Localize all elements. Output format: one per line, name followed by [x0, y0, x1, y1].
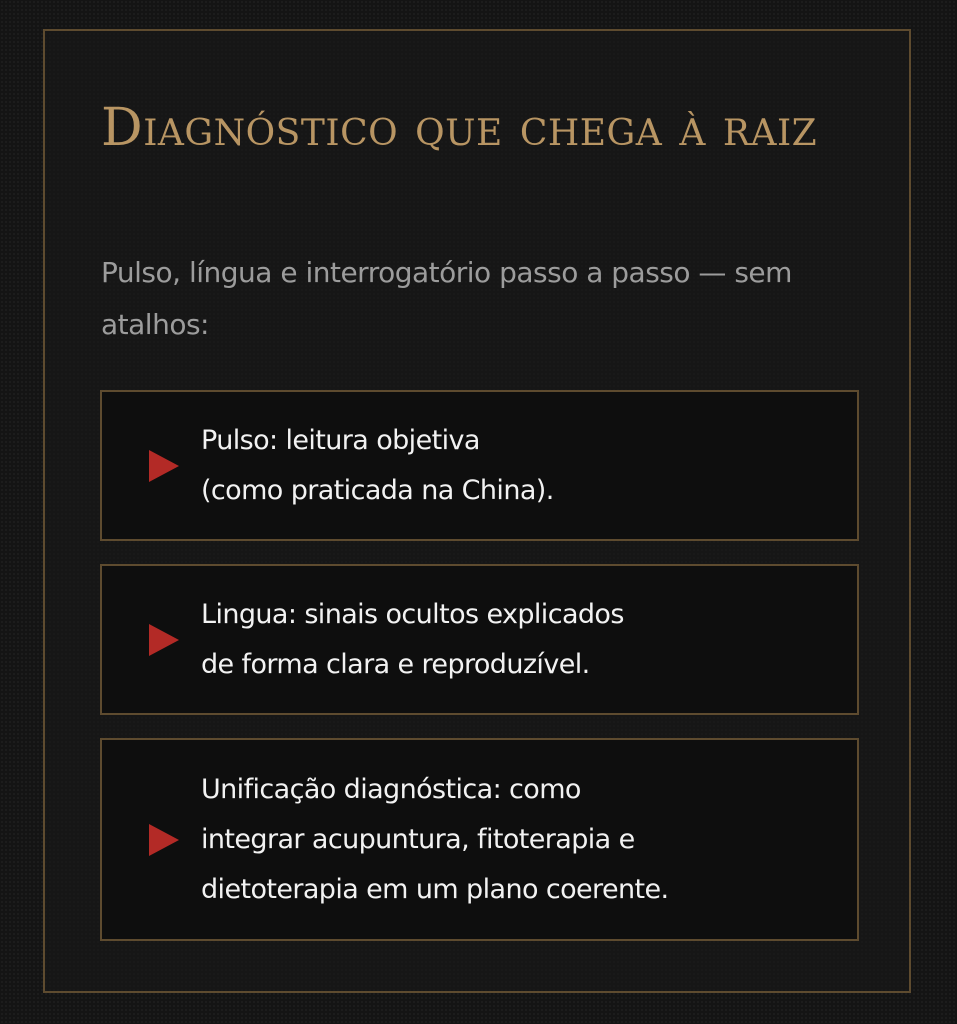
section-title: Diagnóstico que chega à raiz — [101, 98, 818, 158]
triangle-bullet-icon — [149, 624, 179, 656]
feature-item-text — [201, 590, 821, 690]
triangle-bullet-icon — [149, 824, 179, 856]
feature-item-line: Pulso: leitura objetiva — [201, 424, 480, 456]
feature-item-pulse — [100, 390, 859, 541]
feature-item-text — [201, 765, 821, 915]
feature-item-text — [201, 416, 821, 516]
feature-item-tongue — [100, 564, 859, 715]
feature-item-line: Lingua: sinais ocultos explicados — [201, 598, 624, 630]
feature-item-line: Unificação diagnóstica: como — [201, 773, 581, 805]
feature-item-line: de forma clara e reproduzível. — [201, 648, 590, 680]
section-subtitle: Pulso, língua e interrogatório passo a passo — sem atalhos: — [101, 256, 792, 341]
feature-item-line: (como praticada na China). — [201, 474, 554, 506]
feature-item-line: integrar acupuntura, fitoterapia e — [201, 823, 635, 855]
triangle-bullet-icon — [149, 450, 179, 482]
feature-item-line: dietoterapia em um plano coerente. — [201, 873, 669, 905]
diagnosis-card — [43, 29, 911, 993]
feature-item-unification — [100, 738, 859, 941]
